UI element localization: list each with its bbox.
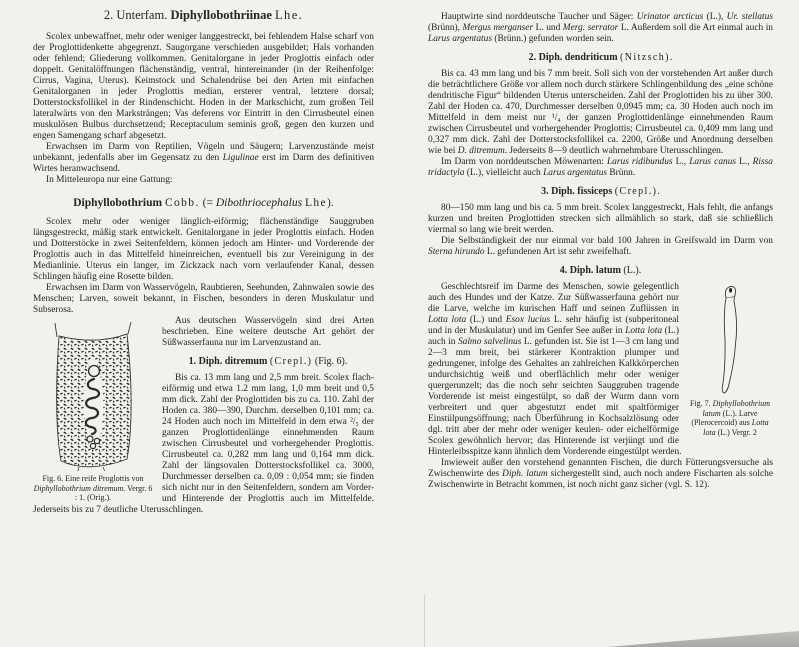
paragraph-subfamily-hosts: Erwachsen im Darm von Reptilien, Vögeln und Säugern; Larvenzustände meist unbekannt, jedenfalls aber im Gegensatz zu den Ligulinae erst im Darm des definitiven Wirtes heranwachsend. xyxy=(33,142,375,174)
genus-heading: Diphyllobothrium Cobb. (= Dibothriocephalus Lhe). xyxy=(73,197,334,209)
species-2-heading: 2. Diph. dendriticum (Nitzsch). xyxy=(528,52,673,63)
paragraph-mitteleuropa: In Mitteleuropa nur eine Gattung: xyxy=(46,175,173,185)
figure-7 xyxy=(687,284,773,437)
paragraph-main-hosts: Hauptwirte sind norddeutsche Taucher und Säger: Urinator arcticus (L.), Ur. stellatus (Brünn), Mergus merganser L. und Merg. serrator L. Außerdem soll die Art einmal auch in Larus argentatus (Brünn.) gefunden worden sein. xyxy=(428,12,773,44)
species-3-heading: 3. Diph. fissiceps (Crepl.). xyxy=(541,186,660,197)
paragraph-species-4-description: Geschlechtsreif im Darme des Menschen, sowie gelegentlich auch des Hundes und der Katze. Zur Süßwasserfauna gehört nur die Larve, welche im kurischen Haff und seinen Zuflüssen in Lotta lota (L.) und Esox lucius L. sehr häufig ist (subperitoneal und in der Muskulatur) und im Genfer See außer in Lotta lota (L.) auch in Salmo salvelinus L. gefunden ist. Sie ist 1—3 cm lang und 2—3 mm breit, bei stärkerer Kontraktion plumper und gedrungener, infolge des Gehaltes an zahlreichen Kalkkörperchen undurchsichtig weiß und oberflächlich mehr oder weniger quergerunzelt; das die noch sehr seichten Sauggruben tragende Vorderende ist meist eingestülpt, so daß der Wurm dann vorn verbreitert und quer abgestutzt endet mit spaltförmiger Einstülpungsöffnung; nach Überführung in Kochsalzlösung oder dgl. tritt aber der mehr oder weniger keulen- oder eichelförmige Scolex gewöhnlich hervor; das Hinterende ist verjüngt und die Hinterleibsspitze kann ähnlich dem Vorderende eingestülpt werden. xyxy=(428,282,682,457)
figure-7-caption: Fig. 7. Diphyllobothrium latum (L.). Larve (Plerocercoid) aus Lotta lota (L.) Vergr. 2 xyxy=(689,399,770,437)
figure-6 xyxy=(33,319,153,503)
species-4-heading: 4. Diph. latum (L.). xyxy=(559,265,642,276)
paragraph-german-waterbirds: Aus deutschen Wasservögeln sind drei Arten beschrieben. Eine weitere deutsche Art gehört der Süßwasserfauna nur im Larvenzustand an. xyxy=(162,316,374,348)
paragraph-species-3-validity: Die Selbständigkeit der nur einmal vor bald 100 Jahren in Greifswald im Darm von Sterna hirundo L. gefundenen Art ist sehr zweifelhaft. xyxy=(428,236,773,257)
scan-shadow-band xyxy=(607,627,799,647)
fig7-larva-drawing xyxy=(713,284,747,396)
paragraph-species-2-hosts: Im Darm von norddeutschen Möwenarten: Larus ridibundus L., Larus canus L., Rissa tridactyla (L.), vielleicht auch Larus argentatus Brünn. xyxy=(428,157,773,178)
subfamily-heading: 2. Unterfam. Diphyllobothriinae Lhe. xyxy=(103,8,304,22)
paragraph-subfamily-description: Scolex unbewaffnet, mehr oder weniger langgestreckt, bei fehlendem Halse scharf von der Proglottidenkette abgegrenzt. Saugorgane verschieden ausgebildet; Hals vorhanden oder fehlend; Gliederung vollkommen. Genitalorgane in jeder Proglottis einfach oder doppelt. Genitalöffnungen flächenständig, ventral, hintereinander (in der Reihenfolge: Cirrus, Vagina, Uterus). Keimstock und Schalendrüse bei den Arten mit einfachen Genitalorganen in jeder Proglottis median, ersterer ventral, letztere dorsal; Dotterstocksfollikel in der Rindenschicht. Hoden in der Markschicht, zum großen Teil lateralwärts von den Marksträngen; Vas deferens vor Eintritt in den Cirrusbeutel einen muskulösen Bulbus durchsetzend; Receptaculum seminis groß, gegen den kurzen und engen Samengang scharf abgesetzt. xyxy=(33,32,374,141)
left-column xyxy=(33,6,374,516)
paragraph-genus-description: Scolex mehr oder weniger länglich-eiförmig; flächenständige Sauggruben längsgestreckt, mäßig stark entwickelt. Genitalorgane in jeder Proglottis einfach. Hoden und Dotterstöcke in zwei Seitenfeldern, können jedoch am Hinter- und Vorderende der Proglottis auch in das Mittelfeld hineinreichen, eventuell bis zur Vereinigung in der Medianlinie. Uterus ein langer, im Zickzack nach vorn verlaufender Kanal, dessen Schlingen häufig eine Rosette bilden. xyxy=(33,217,374,282)
paragraph-species-4-intermediate-hosts: Inwieweit außer den vorstehend genannten Fischen, die durch Fütterungsversuche als Zwischenwirte des Diph. latum sichergestellt sind, auch noch andere Fischarten als solche Zwischenwirte in Betracht kommen, ist noch nicht ganz sicher (vgl. S. 12). xyxy=(428,458,773,490)
fig6-proglottis-drawing xyxy=(49,319,137,471)
figure-6-caption: Fig. 6. Eine reife Proglottis von Diphyllobothrium ditremum. Vergr. 6 : 1. (Orig.). xyxy=(33,474,153,502)
paragraph-species-1-description: Bis ca. 13 mm lang und 2,5 mm breit. Scolex flach-eiförmig und etwa 1.2 mm lang, 1,0 mm breit und 0,5 mm dick. Zahl der Proglottiden bis zu ca. 110. Zahl der Hoden ca. 380—390, Durchm. derselben 0,101 mm; ca. 24 Hoden auch noch im Mittelfeld in dem etwa ²/₅ der ganzen Proglottidenlänge einnehmenden Raum zwischen Cirrusbeutel und vorhergehender Proglottis. Cirrusbeutel ca. 0,282 mm lang und 0,164 mm dick. Zahl der längsovalen Dotterstocksfollikel ca. 3000, Durchmesser derselben ca. 0,09 : 0,054 mm; sie finden sich nicht nur in den Seitenfeldern, sondern am Vorder- und Hinterende der Proglottis auch im Mittelfelde. Jederseits bis zu 7 deutliche Uterusschlingen. xyxy=(33,373,374,515)
scan-line-artifact xyxy=(424,594,425,647)
species-1-heading: 1. Diph. ditremum (Crepl.) (Fig. 6). xyxy=(188,356,348,367)
paragraph-species-2-description: Bis ca. 43 mm lang und bis 7 mm breit. Soll sich von der vorstehenden Art außer durch die beträchtlichere Größe vor allem noch durch stärkere Schlingenbildung des „eine schöne dendritische Figur“ bildenden Uterus unterscheiden. Zahl der Proglottiden bis zu über 300. Zahl der Hoden ca. 470, Durchmesser derselben 0,0945 mm; ca. 30 Hoden auch noch im Mittelfeld in dem meist nur ¹/₄ der ganzen Proglottidenlänge einnehmenden Raum zwischen Cirrusbeutel und vorhergehender Proglottis; Cirrusbeutel ca. 0,409 mm lang und 0,327 mm dick. Zahl der Dotterstocksfollikel ca. 2200, Größe und Anordnung derselben wie bei D. ditremum. Jederseits 8—9 deutlich wahrnehmbare Uterusschlingen. xyxy=(428,69,773,156)
paragraph-genus-hosts: Erwachsen im Darm von Wasservögeln, Raubtieren, Seehunden, Zahnwalen sowie des Menschen; Larven, soweit bekannt, in Fischen, besonders in deren Muskulatur und Subserosa. xyxy=(33,283,374,315)
right-column xyxy=(428,6,773,516)
paragraph-species-3-description: 80—150 mm lang und bis ca. 5 mm breit. Scolex langgestreckt, Hals fehlt, die anfangs kurzen und breiten Proglottiden strecken sich allmählich so stark, daß sie schließlich viermal so lang wie breit werden. xyxy=(428,203,773,235)
